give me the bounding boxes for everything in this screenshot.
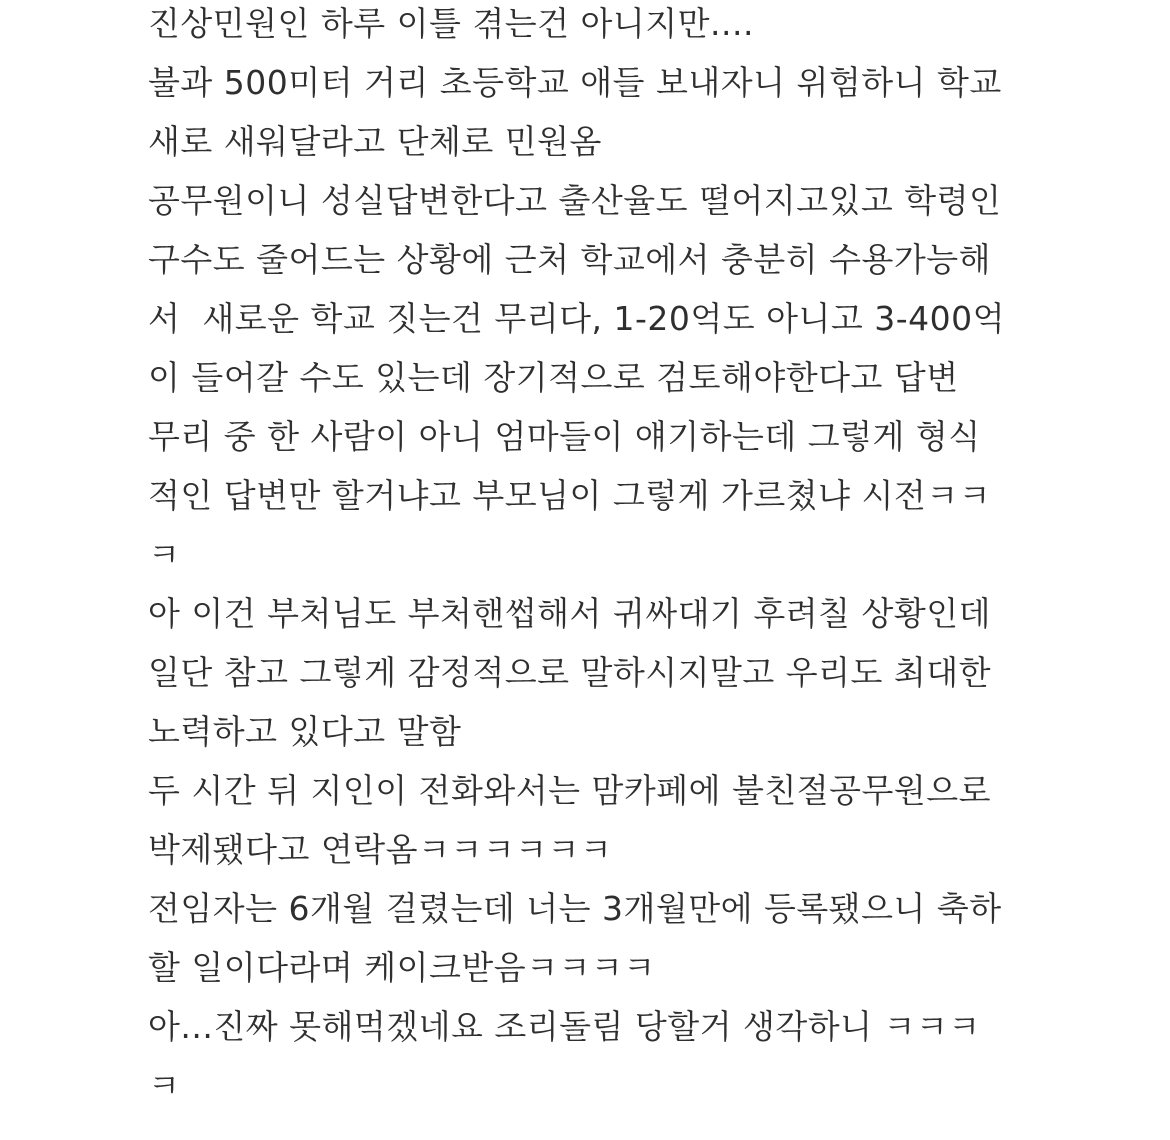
text-line: 노력하고 있다고 말함 [148,712,462,751]
text-line: 무리 중 한 사람이 아니 엄마들이 얘기하는데 그렇게 형식 [148,417,981,456]
text-line: 아...진짜 못해먹겠네요 조리돌림 당할거 생각하니 ㅋㅋㅋ [148,1007,981,1046]
text-line: ㅋ [148,1066,181,1105]
text-line: 아 이건 부처님도 부처핸썹해서 귀싸대기 후려칠 상황인데 [148,594,992,633]
text-line: 공무원이니 성실답변한다고 출산율도 떨어지고있고 학령인 [148,181,1002,220]
text-line: 할 일이다라며 케이크받음ㅋㅋㅋㅋ [148,948,656,987]
text-line: 박제됐다고 연락옴ㅋㅋㅋㅋㅋㅋ [148,830,613,869]
text-line: 불과 500미터 거리 초등학교 애들 보내자니 위험하니 학교 [148,63,1002,102]
text-line: 이 들어갈 수도 있는데 장기적으로 검토해야한다고 답변 [148,358,959,397]
text-line: 일단 참고 그렇게 감정적으로 말하시지말고 우리도 최대한 [148,653,992,692]
text-line: 구수도 줄어드는 상황에 근처 학교에서 충분히 수용가능해 [148,240,992,279]
text-line: 두 시간 뒤 지인이 전화와서는 맘카페에 불친절공무원으로 [148,771,992,810]
text-line: 진상민원인 하루 이틀 겪는건 아니지만.... [148,4,754,43]
text-line: 서 새로운 학교 짓는건 무리다, 1-20억도 아니고 3-400억 [148,299,1005,338]
text-line: 적인 답변만 할거냐고 부모님이 그렇게 가르쳤냐 시전ㅋㅋ [148,476,992,515]
text-line: 새로 새워달라고 단체로 민원옴 [148,122,602,161]
text-line: 전임자는 6개월 걸렸는데 너는 3개월만에 등록됐으니 축하 [148,889,1002,928]
text-line: ㅋ [148,535,181,574]
